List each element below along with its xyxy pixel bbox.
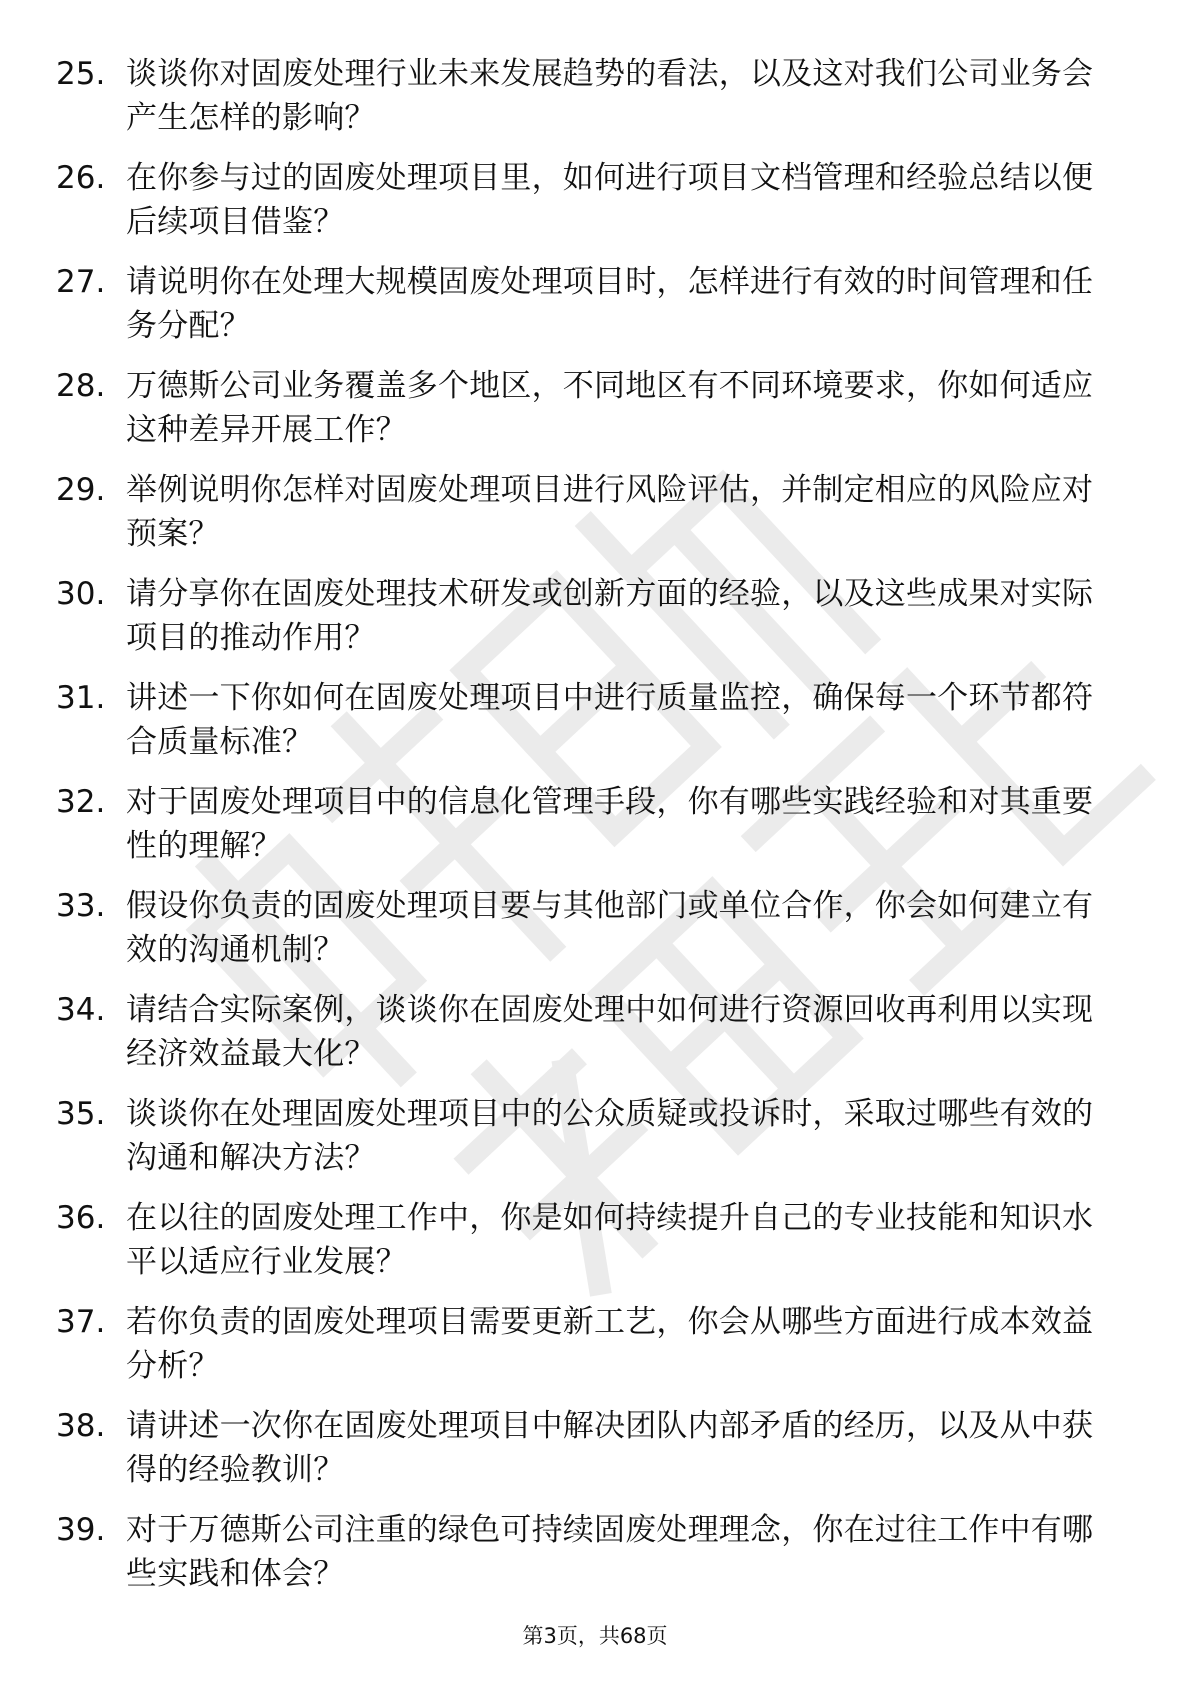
page-number-label: 第3页，共68页 <box>522 1624 668 1648</box>
question-list <box>56 52 1116 1612</box>
question-text: 请说明你在处理大规模固废处理项目时，怎样进行有效的时间管理和任务分配？ <box>126 264 1094 344</box>
question-text: 对于固废处理项目中的信息化管理手段，你有哪些实践经验和对其重要性的理解？ <box>126 784 1094 864</box>
list-item <box>56 468 1116 572</box>
list-item <box>56 780 1116 884</box>
list-item <box>56 572 1116 676</box>
question-number: 34. <box>56 992 106 1028</box>
list-item <box>56 1300 1116 1404</box>
question-text: 在你参与过的固废处理项目里，如何进行项目文档管理和经验总结以便后续项目借鉴？ <box>126 160 1094 240</box>
list-item <box>56 1196 1116 1300</box>
question-text: 请讲述一次你在固废处理项目中解决团队内部矛盾的经历，以及从中获得的经验教训？ <box>126 1408 1094 1488</box>
question-text: 若你负责的固废处理项目需要更新工艺，你会从哪些方面进行成本效益分析？ <box>126 1304 1094 1384</box>
list-item <box>56 1508 1116 1612</box>
question-number: 27. <box>56 264 106 300</box>
question-number: 38. <box>56 1408 106 1444</box>
question-text: 对于万德斯公司注重的绿色可持续固废处理理念，你在过往工作中有哪些实践和体会？ <box>126 1512 1094 1592</box>
list-item <box>56 676 1116 780</box>
list-item <box>56 364 1116 468</box>
list-item <box>56 884 1116 988</box>
question-text: 假设你负责的固废处理项目要与其他部门或单位合作，你会如何建立有效的沟通机制？ <box>126 888 1094 968</box>
question-text: 讲述一下你如何在固废处理项目中进行质量监控，确保每一个环节都符合质量标准？ <box>126 680 1094 760</box>
list-item <box>56 1404 1116 1508</box>
list-item <box>56 988 1116 1092</box>
question-text: 谈谈你在处理固废处理项目中的公众质疑或投诉时，采取过哪些有效的沟通和解决方法？ <box>126 1096 1094 1176</box>
question-number: 31. <box>56 680 106 716</box>
question-number: 29. <box>56 472 106 508</box>
question-text: 万德斯公司业务覆盖多个地区，不同地区有不同环境要求，你如何适应这种差异开展工作？ <box>126 368 1094 448</box>
question-number: 33. <box>56 888 106 924</box>
list-item <box>56 260 1116 364</box>
question-number: 26. <box>56 160 106 196</box>
list-item <box>56 52 1116 156</box>
question-number: 25. <box>56 56 106 92</box>
question-text: 在以往的固废处理工作中，你是如何持续提升自己的专业技能和知识水平以适应行业发展？ <box>126 1200 1094 1280</box>
question-text: 举例说明你怎样对固废处理项目进行风险评估，并制定相应的风险应对预案？ <box>126 472 1094 552</box>
question-number: 28. <box>56 368 106 404</box>
question-number: 30. <box>56 576 106 612</box>
question-text: 请结合实际案例，谈谈你在固废处理中如何进行资源回收再利用以实现经济效益最大化？ <box>126 992 1094 1072</box>
question-text: 请分享你在固废处理技术研发或创新方面的经验，以及这些成果对实际项目的推动作用？ <box>126 576 1094 656</box>
list-item <box>56 1092 1116 1196</box>
question-number: 39. <box>56 1512 106 1548</box>
question-number: 35. <box>56 1096 106 1132</box>
list-item <box>56 156 1116 260</box>
question-number: 36. <box>56 1200 106 1236</box>
question-number: 32. <box>56 784 106 820</box>
question-text: 谈谈你对固废处理行业未来发展趋势的看法，以及这对我们公司业务会产生怎样的影响？ <box>126 56 1094 136</box>
page-footer <box>0 1622 1190 1650</box>
question-number: 37. <box>56 1304 106 1340</box>
